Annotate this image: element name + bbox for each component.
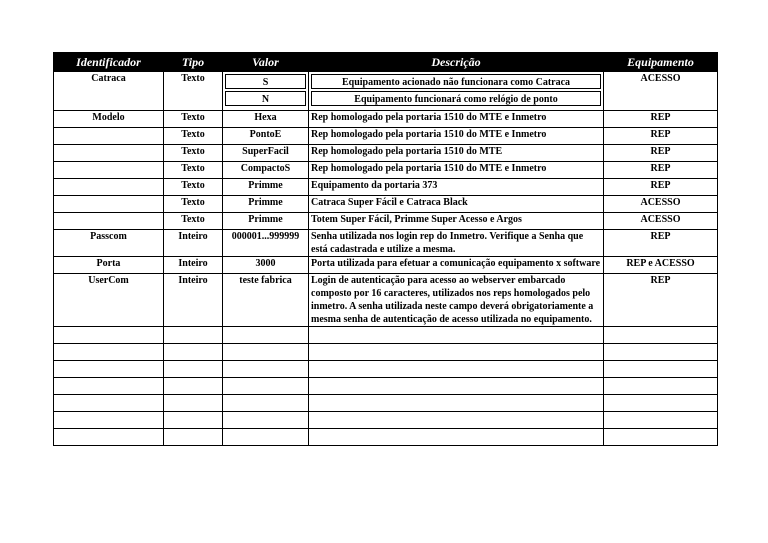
parameters-table [53, 52, 718, 446]
cell-identificador: Porta [54, 257, 164, 274]
table-row [54, 196, 718, 213]
cell-equipamento: REP [604, 162, 718, 179]
cell-identificador: Catraca [54, 72, 164, 111]
empty-row [54, 429, 718, 446]
table-row [54, 179, 718, 196]
cell-tipo: Texto [164, 213, 223, 230]
empty-cell [309, 412, 604, 429]
cell-tipo: Texto [164, 128, 223, 145]
empty-cell [54, 378, 164, 395]
cell-descricao: Totem Super Fácil, Primme Super Acesso e Argos [309, 213, 604, 230]
cell-equipamento: REP e ACESSO [604, 257, 718, 274]
header-tipo: Tipo [164, 53, 223, 72]
cell-tipo: Inteiro [164, 274, 223, 327]
cell-descricao: Rep homologado pela portaria 1510 do MTE e Inmetro [309, 128, 604, 145]
empty-cell [309, 429, 604, 446]
cell-identificador: Passcom [54, 230, 164, 257]
cell-tipo: Inteiro [164, 257, 223, 274]
empty-row [54, 378, 718, 395]
header-row [54, 53, 718, 72]
cell-valor: teste fabrica [223, 274, 309, 327]
cell-identificador: UserCom [54, 274, 164, 327]
cell-descricao: Rep homologado pela portaria 1510 do MTE e Inmetro [309, 162, 604, 179]
cell-equipamento: ACESSO [604, 72, 718, 111]
cell-valor: PontoE [223, 128, 309, 145]
empty-cell [223, 395, 309, 412]
empty-cell [164, 344, 223, 361]
empty-cell [604, 412, 718, 429]
empty-cell [223, 429, 309, 446]
cell-valor: Hexa [223, 111, 309, 128]
cell-descricao-options [309, 72, 604, 111]
empty-cell [309, 327, 604, 344]
cell-descricao: Porta utilizada para efetuar a comunicação equipamento x software [309, 257, 604, 274]
empty-cell [54, 429, 164, 446]
table-row [54, 162, 718, 179]
header-equipamento: Equipamento [604, 53, 718, 72]
empty-cell [164, 361, 223, 378]
table-row [54, 230, 718, 257]
option-descricao-n: Equipamento funcionará como relógio de ponto [311, 91, 601, 106]
empty-cell [604, 378, 718, 395]
empty-row [54, 327, 718, 344]
empty-cell [54, 361, 164, 378]
cell-tipo: Texto [164, 179, 223, 196]
empty-cell [54, 412, 164, 429]
cell-descricao: Rep homologado pela portaria 1510 do MTE [309, 145, 604, 162]
empty-cell [309, 395, 604, 412]
cell-tipo: Texto [164, 162, 223, 179]
table-row [54, 128, 718, 145]
empty-cell [54, 327, 164, 344]
empty-cell [223, 344, 309, 361]
empty-cell [309, 361, 604, 378]
cell-equipamento: REP [604, 128, 718, 145]
cell-identificador [54, 128, 164, 145]
empty-row [54, 395, 718, 412]
cell-identificador [54, 196, 164, 213]
empty-cell [164, 327, 223, 344]
empty-cell [223, 361, 309, 378]
empty-cell [164, 429, 223, 446]
cell-valor-options [223, 72, 309, 111]
empty-row [54, 361, 718, 378]
cell-tipo: Texto [164, 196, 223, 213]
empty-cell [604, 361, 718, 378]
cell-descricao: Equipamento da portaria 373 [309, 179, 604, 196]
cell-identificador [54, 213, 164, 230]
empty-cell [164, 395, 223, 412]
cell-equipamento: REP [604, 230, 718, 257]
cell-valor: 000001...999999 [223, 230, 309, 257]
empty-cell [309, 344, 604, 361]
cell-equipamento: REP [604, 111, 718, 128]
table-row [54, 111, 718, 128]
cell-equipamento: REP [604, 179, 718, 196]
empty-cell [309, 378, 604, 395]
cell-valor: Primme [223, 213, 309, 230]
table-row [54, 145, 718, 162]
empty-cell [164, 378, 223, 395]
cell-descricao: Login de autenticação para acesso ao webserver embarcado composto por 16 caracteres, utilizados nos reps homologados pelo inmetro. A senha utilizada neste campo deverá obrigatoriamente a mesma senha de autenticação de acesso utilizada no equipamento. [309, 274, 604, 327]
cell-equipamento: ACESSO [604, 213, 718, 230]
table-row [54, 213, 718, 230]
cell-tipo: Texto [164, 111, 223, 128]
empty-row [54, 344, 718, 361]
empty-cell [223, 327, 309, 344]
cell-valor: 3000 [223, 257, 309, 274]
table-row-catraca [54, 72, 718, 111]
empty-cell [604, 327, 718, 344]
cell-descricao: Catraca Super Fácil e Catraca Black [309, 196, 604, 213]
cell-equipamento: ACESSO [604, 196, 718, 213]
cell-identificador: Modelo [54, 111, 164, 128]
cell-tipo: Texto [164, 145, 223, 162]
header-descricao: Descrição [309, 53, 604, 72]
table-row [54, 257, 718, 274]
cell-identificador [54, 162, 164, 179]
cell-valor: Primme [223, 196, 309, 213]
cell-identificador [54, 179, 164, 196]
header-identificador: Identificador [54, 53, 164, 72]
empty-cell [54, 344, 164, 361]
cell-identificador [54, 145, 164, 162]
option-descricao-s: Equipamento acionado não funcionara como Catraca [311, 74, 601, 89]
cell-equipamento: REP [604, 274, 718, 327]
option-valor-s: S [225, 74, 306, 89]
empty-cell [604, 344, 718, 361]
table-row [54, 274, 718, 327]
cell-valor: Primme [223, 179, 309, 196]
cell-valor: SuperFacil [223, 145, 309, 162]
empty-cell [604, 395, 718, 412]
cell-tipo: Texto [164, 72, 223, 111]
cell-descricao: Rep homologado pela portaria 1510 do MTE e Inmetro [309, 111, 604, 128]
empty-cell [164, 412, 223, 429]
cell-equipamento: REP [604, 145, 718, 162]
empty-cell [223, 378, 309, 395]
empty-cell [54, 395, 164, 412]
option-valor-n: N [225, 91, 306, 106]
empty-row [54, 412, 718, 429]
cell-valor: CompactoS [223, 162, 309, 179]
header-valor: Valor [223, 53, 309, 72]
cell-descricao: Senha utilizada nos login rep do Inmetro. Verifique a Senha que está cadastrada e utilize a mesma. [309, 230, 604, 257]
cell-tipo: Inteiro [164, 230, 223, 257]
empty-cell [223, 412, 309, 429]
empty-cell [604, 429, 718, 446]
